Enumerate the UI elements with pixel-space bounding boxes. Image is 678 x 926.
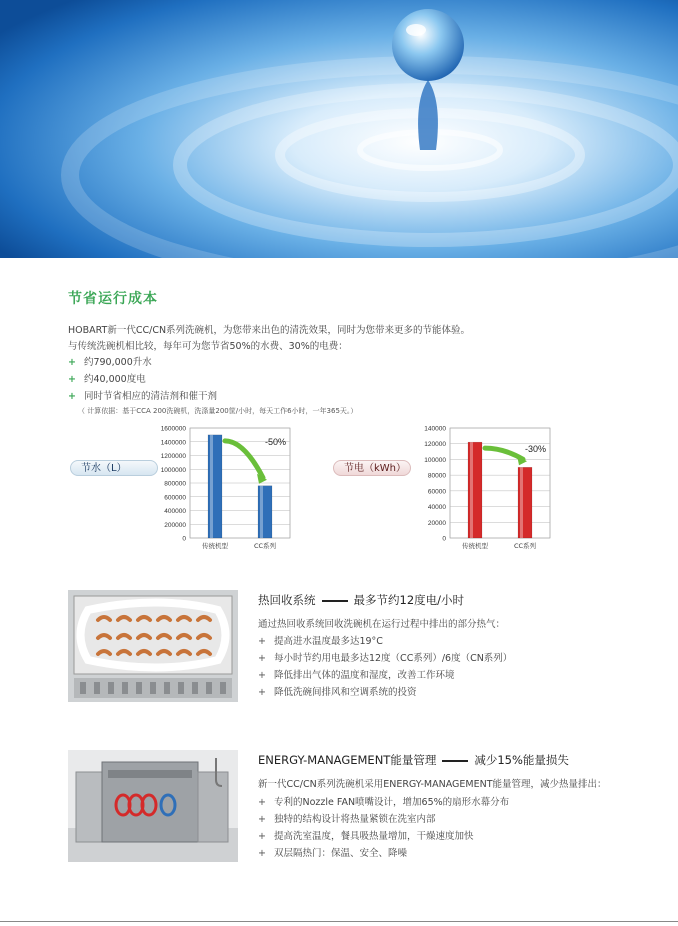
section-title-cost: 节省运行成本 <box>68 291 158 307</box>
y-tick-label: 200000 <box>164 521 186 529</box>
list-item: + 约790,000升水 <box>68 357 152 368</box>
power-saving-label: 节电（kWh） <box>333 460 411 476</box>
list-item: + 降低洗碗间排风和空调系统的投资 <box>258 687 417 698</box>
y-tick-label: 100000 <box>424 456 446 464</box>
heat-recovery-desc: 通过热回收系统回收洗碗机在运行过程中排出的部分热气： <box>258 619 506 630</box>
y-tick-label: 120000 <box>424 441 446 449</box>
energy-management-desc: 新一代CC/CN系列洗碗机采用ENERGY-MANAGEMENT能量管理，减少热量排出： <box>258 779 607 790</box>
footer-rule <box>0 921 678 922</box>
y-tick-label: 140000 <box>424 425 446 433</box>
y-tick-label: 1400000 <box>160 439 186 447</box>
list-item: + 提高进水温度最多达19°C <box>258 636 383 647</box>
power-chart <box>400 420 560 560</box>
x-tick-label: 传统机型 <box>462 542 488 550</box>
y-tick-label: 1000000 <box>160 466 186 474</box>
energy-management-title: ENERGY-MANAGEMENT能量管理 减少15%能量损失 <box>258 753 569 767</box>
bar-highlight <box>260 486 263 538</box>
y-tick-label: 60000 <box>427 488 446 496</box>
list-item: + 约40,000度电 <box>68 374 146 385</box>
list-item: + 提高洗室温度，餐具吸热量增加，干燥速度加快 <box>258 831 474 842</box>
water-saving-label: 节水（L） <box>70 460 158 476</box>
y-tick-label: 40000 <box>427 504 446 512</box>
water-chart <box>140 420 300 560</box>
y-tick-label: 400000 <box>164 508 186 515</box>
list-item: + 双层隔热门：保温、安全、降噪 <box>258 848 407 859</box>
list-item: + 专利的Nozzle FAN喷嘴设计，增加65%的扇形水幕分布 <box>258 797 510 808</box>
percent-annotation: -50% <box>265 436 287 447</box>
x-tick-label: CC系列 <box>513 542 537 550</box>
calculation-note: （ 计算依据：基于CCA 200洗碗机，洗涤量200筐/小时，每天工作6小时，一年365天。） <box>78 407 358 415</box>
list-item: + 同时节省相应的清洁剂和催干剂 <box>68 391 217 402</box>
percent-annotation: -30% <box>525 444 547 455</box>
x-tick-label: 传统机型 <box>202 542 228 550</box>
intro-paragraph-2: 与传统洗碗机相比较，每年可为您节省50%的水费、30%的电费： <box>68 341 348 352</box>
y-tick-label: 800000 <box>164 480 186 488</box>
y-tick-label: 600000 <box>164 494 186 502</box>
bar-highlight <box>470 442 473 538</box>
x-tick-label: CC系列 <box>253 542 277 550</box>
intro-paragraph: HOBART新一代CC/CN系列洗碗机，为您带来出色的清洗效果，同时为您带来更多的节能体验。 <box>68 325 471 336</box>
list-item: + 每小时节约用电最多达12度（CC系列）/6度（CN系列） <box>258 653 513 664</box>
bar-highlight <box>210 435 213 538</box>
list-item: + 降低排出气体的温度和湿度，改善工作环境 <box>258 670 455 681</box>
y-tick-label: 20000 <box>427 519 446 527</box>
y-tick-label: 80000 <box>427 472 446 480</box>
bar-highlight <box>520 467 523 538</box>
y-tick-label: 1200000 <box>160 453 186 460</box>
y-tick-label: 1600000 <box>160 425 186 433</box>
y-tick-label: 0 <box>442 535 446 543</box>
heat-recovery-image <box>68 590 238 702</box>
heat-recovery-title: 热回收系统 最多节约12度电/小时 <box>258 593 465 607</box>
list-item: + 独特的结构设计将热量紧锁在洗室内部 <box>258 814 436 825</box>
y-tick-label: 0 <box>182 535 186 543</box>
water-droplet-image <box>0 0 678 258</box>
energy-management-image <box>68 750 238 862</box>
